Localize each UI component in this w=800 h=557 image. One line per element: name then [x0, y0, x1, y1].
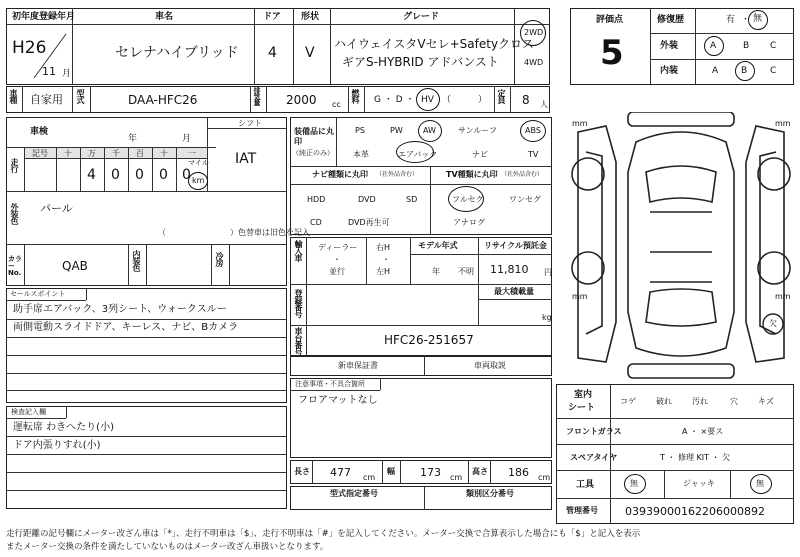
repair-no: 無 — [753, 14, 763, 24]
diagram-wheel-rl — [572, 252, 604, 284]
mileage-digit-3: 0 — [135, 167, 144, 183]
diagram-rear — [628, 364, 734, 378]
fuel-options: G ・ D ・ — [374, 95, 415, 105]
equip-sunroof: サンルーフ — [458, 126, 497, 135]
color-code-value: QAB — [62, 259, 88, 273]
color-code-label: カラーNo. — [8, 255, 22, 277]
footer-line2: またメーター交換の条件を満たしていないものはメーター改ざん車扱いとなります。 — [6, 542, 329, 552]
max-load-label: 最大積載量 — [494, 287, 534, 296]
equip-navi: ナビ — [472, 150, 488, 159]
tv-oneseg: ワンセグ — [509, 195, 541, 204]
capacity-unit: 人 — [540, 100, 548, 109]
model-year-unit: 年 — [432, 267, 440, 276]
diagram-mm-1: mm — [572, 119, 588, 128]
tv-label: TV種類に丸印 — [446, 170, 498, 179]
score-value: 5 — [600, 33, 624, 73]
manual-label: 車両取説 — [474, 361, 506, 370]
spare-tire-label: スペアタイヤ — [570, 453, 618, 462]
interior-label: 内装 — [660, 66, 679, 76]
width-label: 幅 — [387, 467, 395, 476]
diagram-missing-mark: 欠 — [769, 319, 777, 328]
height-label: 高さ — [472, 467, 488, 476]
exterior-a: A — [710, 41, 717, 51]
car-name: セレナハイブリッド — [115, 45, 239, 61]
displacement-unit: cc — [332, 100, 341, 109]
color-value: パール — [40, 202, 73, 215]
interior-color-label: 内装色 — [132, 250, 141, 271]
length-label: 長さ — [294, 467, 310, 476]
exterior-label: 外装 — [660, 41, 679, 51]
door-label: ドア — [263, 12, 281, 22]
equip-ps: PS — [355, 126, 365, 135]
mileage-digit-header-4: 十 — [160, 149, 168, 158]
tools-value: 無 — [630, 479, 638, 488]
class-number-label: 類別区分番号 — [466, 489, 514, 498]
first-reg-label: 初年度登録年月 — [12, 12, 76, 22]
inspector-line1: 運転席 わきへたり(小) — [13, 422, 114, 433]
diagram-wheel-rr — [758, 252, 790, 284]
mileage-digit-1: 4 — [87, 167, 96, 183]
door-value: 4 — [268, 45, 277, 61]
width-unit: cm — [450, 473, 463, 482]
sheet-opt-3: 穴 — [730, 397, 738, 406]
management-label: 管理番号 — [566, 506, 598, 515]
mileage-digit-header-5: 一 — [188, 149, 196, 158]
interior-c: C — [770, 66, 777, 76]
interior-a: A — [712, 66, 719, 76]
equip-pw: PW — [390, 126, 403, 135]
navi-hdd: HDD — [307, 195, 326, 204]
mileage-digit-header-2: 千 — [112, 149, 120, 158]
footer-line1: 走行距離の記号欄にメーター改ざん車は「*」、走行不明車は「$」、走行不明車は「#」を記入してください。メーター交換で合算表示した場合にも「$」と記入を表示 — [6, 529, 641, 539]
spare-tire-options: T ・ 修理 KIT ・ 欠 — [660, 453, 731, 462]
inspection-label: 車検 — [30, 127, 49, 137]
warranty-row — [290, 356, 552, 376]
equip-airbag: エアバック — [398, 150, 438, 159]
import-sep: ・ — [333, 255, 341, 264]
tools-label: 工具 — [576, 480, 595, 490]
mile-label: マイル — [188, 159, 209, 167]
diagram-wheel-fl — [572, 158, 604, 190]
shape-value: V — [305, 45, 315, 61]
sheet-label-1: 室内 — [574, 390, 593, 400]
model-year-label: モデル年式 — [418, 241, 458, 250]
length-value: 477 — [330, 466, 351, 479]
height-value: 186 — [508, 466, 529, 479]
recycle-unit: 円 — [544, 268, 552, 277]
mileage-digit-2: 0 — [111, 167, 120, 183]
drive-4wd: 4WD — [524, 58, 544, 67]
fuel-selected: HV — [421, 95, 434, 105]
navi-dvd-play: DVD再生可 — [348, 218, 390, 227]
mileage-digit-header-0: 十 — [64, 149, 72, 158]
fuel-label: 燃料 — [351, 89, 360, 103]
exterior-c: C — [770, 41, 777, 51]
sheet-opt-4: キズ — [758, 397, 774, 406]
mileage-digit-header-1: 万 — [88, 149, 96, 158]
mileage-kigo-label: 記号 — [32, 149, 48, 158]
mileage-digit-header-3: 百 — [136, 149, 144, 158]
import-right-h: 右H — [376, 243, 391, 252]
inspection-year-unit: 年 — [128, 134, 138, 144]
repaint-note: （ ）色替車は旧色を記入 — [158, 228, 310, 237]
model-label: 型式 — [76, 89, 85, 103]
recycle-label: リサイクル預託金 — [484, 241, 547, 250]
chassis-value: HFC26-251657 — [384, 333, 474, 347]
capacity-value: 8 — [522, 93, 530, 107]
warranty-label: 新車保証書 — [338, 361, 378, 370]
equipment-label: 装備品に丸印 — [294, 127, 334, 147]
navi-sub: （社外品含む） — [376, 171, 419, 178]
sheet-label-2: シート — [568, 403, 596, 413]
model-year-unknown: 不明 — [458, 267, 474, 276]
exterior-b: B — [743, 41, 750, 51]
sheet-opt-2: 汚れ — [692, 397, 708, 406]
import-dealer: ディーラー — [318, 243, 358, 252]
repair-sep: ・ — [741, 15, 751, 25]
diagram-mm-3: mm — [572, 292, 588, 301]
model-value: DAA-HFC26 — [128, 93, 198, 107]
drive-2wd: 2WD — [524, 28, 544, 37]
km-label: km — [192, 176, 205, 185]
vehicle-type-value: 自家用 — [30, 93, 63, 106]
interior-b: B — [741, 66, 748, 76]
inspector-label: 検査記入欄 — [11, 408, 46, 416]
equip-aw: AW — [423, 126, 436, 135]
equip-leather: 本革 — [353, 150, 369, 159]
notes-value: フロアマットなし — [298, 395, 378, 406]
color-label: 外装色 — [10, 203, 19, 224]
fuel-paren: （ ） — [442, 95, 488, 105]
width-value: 173 — [420, 466, 441, 479]
mileage-digit-4: 0 — [159, 167, 168, 183]
height-unit: cm — [538, 473, 551, 482]
windshield-options: A ・ ×要ス — [682, 427, 724, 436]
shape-label: 形状 — [301, 12, 320, 22]
sheet-opt-0: コゲ — [620, 397, 636, 406]
length-unit: cm — [363, 473, 376, 482]
shift-label: シフト — [238, 119, 262, 128]
jack-label: ジャッキ — [683, 479, 715, 488]
month-unit: 月 — [62, 69, 72, 79]
type-designation-label: 型式指定番号 — [330, 489, 378, 498]
management-value: 0393900016220600089​2 — [625, 505, 765, 518]
registration-label: 登録番号 — [294, 289, 303, 317]
first-reg-month: 11 — [42, 65, 56, 78]
repair-yes: 有 — [726, 15, 736, 25]
navi-dvd: DVD — [358, 195, 376, 204]
notes-label: 注意事項・不具合箇所 — [295, 380, 365, 388]
max-load-unit: kg — [542, 313, 552, 322]
repair-label: 修復歴 — [657, 15, 685, 25]
displacement-value: 2000 — [286, 93, 317, 107]
shift-value: IAT — [235, 151, 257, 167]
car-name-label: 車名 — [155, 12, 174, 22]
mileage-digit-5: 0 — [182, 167, 191, 183]
equip-abs: ABS — [525, 126, 541, 135]
navi-label: ナビ種類に丸印 — [312, 170, 368, 179]
tv-sub: （社外品含む） — [501, 171, 544, 178]
grade-line1: ハイウェイスタVセレ+Safetyクロス — [334, 37, 535, 51]
tv-fullseg: フルセグ — [452, 195, 484, 204]
recycle-value: 11,810 — [490, 263, 529, 276]
grade-label: グレード — [403, 12, 440, 22]
import-left-h: 左H — [376, 267, 391, 276]
sales-points-line2: 両側電動スライドドア、キーレス、ナビ、Bカメラ — [13, 322, 239, 333]
navi-sd: SD — [406, 195, 418, 204]
tv-analog: アナログ — [453, 218, 485, 227]
capacity-label: 定員 — [497, 89, 506, 103]
chassis-label: 車台番号 — [294, 327, 303, 355]
mileage-label: 走行 — [10, 158, 19, 172]
import-h-sep: ・ — [382, 255, 390, 264]
inspection-month-unit: 月 — [182, 134, 192, 144]
displacement-label: 排気量 — [253, 87, 261, 105]
diagram-front — [628, 112, 734, 126]
score-label: 評価点 — [596, 15, 624, 25]
ac-label: 冷房 — [215, 252, 224, 266]
diagram-wheel-fr — [758, 158, 790, 190]
equipment-sub-label: （純正のみ） — [292, 149, 334, 157]
grade-line2: ギアS-HYBRID アドバンスト — [342, 55, 499, 69]
sales-points-line1: 助手席エアバック、3列シート、ウォークスルー — [13, 304, 227, 315]
inspector-line2: ドア内張りすれ(小) — [13, 440, 101, 451]
jack-value: 無 — [756, 479, 764, 488]
import-parallel: 並行 — [329, 267, 345, 276]
diagram-mm-2: mm — [775, 119, 791, 128]
diagram-mm-4: mm — [775, 292, 791, 301]
navi-cd: CD — [310, 218, 322, 227]
import-label: 輸入車 — [294, 240, 303, 261]
vehicle-type-label: 車種 — [9, 89, 18, 103]
first-reg-year: H26 — [12, 38, 47, 58]
equip-tv: TV — [528, 150, 539, 159]
windshield-label: フロントガラス — [566, 427, 622, 436]
sales-points-label: セールスポイント — [10, 290, 66, 298]
sheet-opt-1: 破れ — [656, 397, 672, 406]
car-diagram — [566, 112, 796, 382]
